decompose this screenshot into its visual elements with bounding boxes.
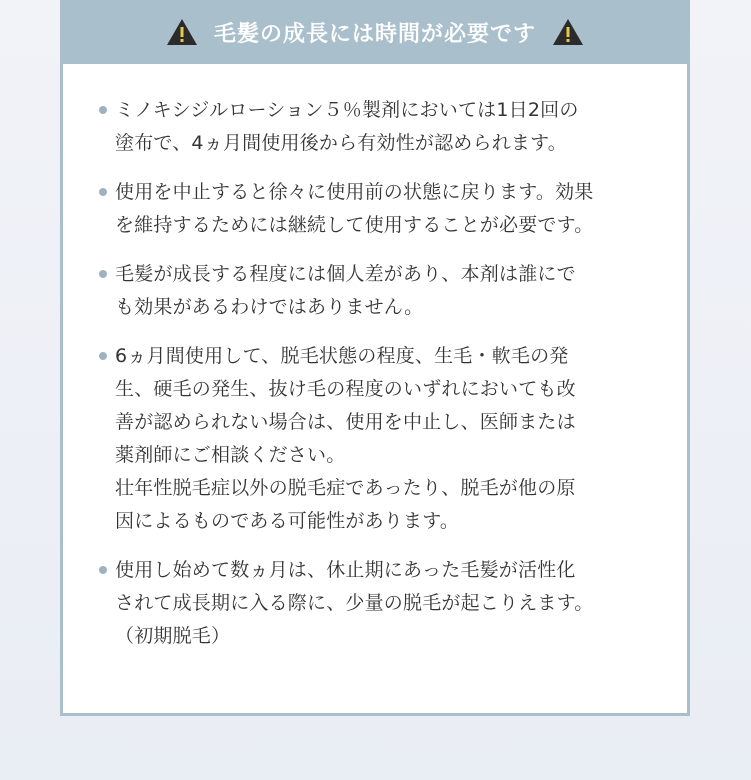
warning-icon bbox=[166, 18, 198, 46]
note-line: 善が認められない場合は、使用を中止し、医師または bbox=[115, 411, 576, 433]
list-item bbox=[63, 176, 687, 242]
notice-title: 毛髪の成長には時間が必要です bbox=[213, 21, 536, 47]
bullet-icon bbox=[99, 566, 107, 574]
note-line: 薬剤師にご相談ください。 bbox=[115, 444, 346, 466]
note-line: を維持するためには継続して使用することが必要です。 bbox=[115, 214, 594, 236]
notice-header bbox=[63, 0, 687, 64]
warning-icon bbox=[552, 18, 584, 46]
bullet-icon bbox=[99, 270, 107, 278]
note-line: も効果があるわけではありません。 bbox=[115, 296, 424, 318]
list-item bbox=[63, 554, 687, 653]
bullet-icon bbox=[99, 106, 107, 114]
notice-panel bbox=[60, 0, 690, 716]
note-line: 塗布で、4ヵ月間使用後から有効性が認められます。 bbox=[115, 132, 567, 154]
list-item bbox=[63, 94, 687, 160]
note-line: 因によるものである可能性があります。 bbox=[115, 510, 460, 532]
note-line: 毛髪が成長する程度には個人差があり、本剤は誰にで bbox=[115, 263, 576, 285]
list-item bbox=[63, 258, 687, 324]
bullet-icon bbox=[99, 352, 107, 360]
note-line: 使用を中止すると徐々に使用前の状態に戻ります。効果 bbox=[115, 181, 594, 203]
note-line: （初期脱毛） bbox=[115, 625, 231, 647]
note-line: 壮年性脱毛症以外の脱毛症であったり、脱毛が他の原 bbox=[115, 477, 576, 499]
bullet-icon bbox=[99, 188, 107, 196]
list-item bbox=[63, 340, 687, 538]
note-line: ミノキシジルローション５％製剤においては1日2回の bbox=[115, 99, 579, 121]
note-line: 使用し始めて数ヵ月は、休止期にあった毛髪が活性化 bbox=[115, 559, 576, 581]
note-line: 生、硬毛の発生、抜け毛の程度のいずれにおいても改 bbox=[115, 378, 576, 400]
notes-list bbox=[63, 64, 687, 653]
note-line: されて成長期に入る際に、少量の脱毛が起こりえます。 bbox=[115, 592, 594, 614]
note-line: 6ヵ月間使用して、脱毛状態の程度、生毛・軟毛の発 bbox=[115, 345, 569, 367]
